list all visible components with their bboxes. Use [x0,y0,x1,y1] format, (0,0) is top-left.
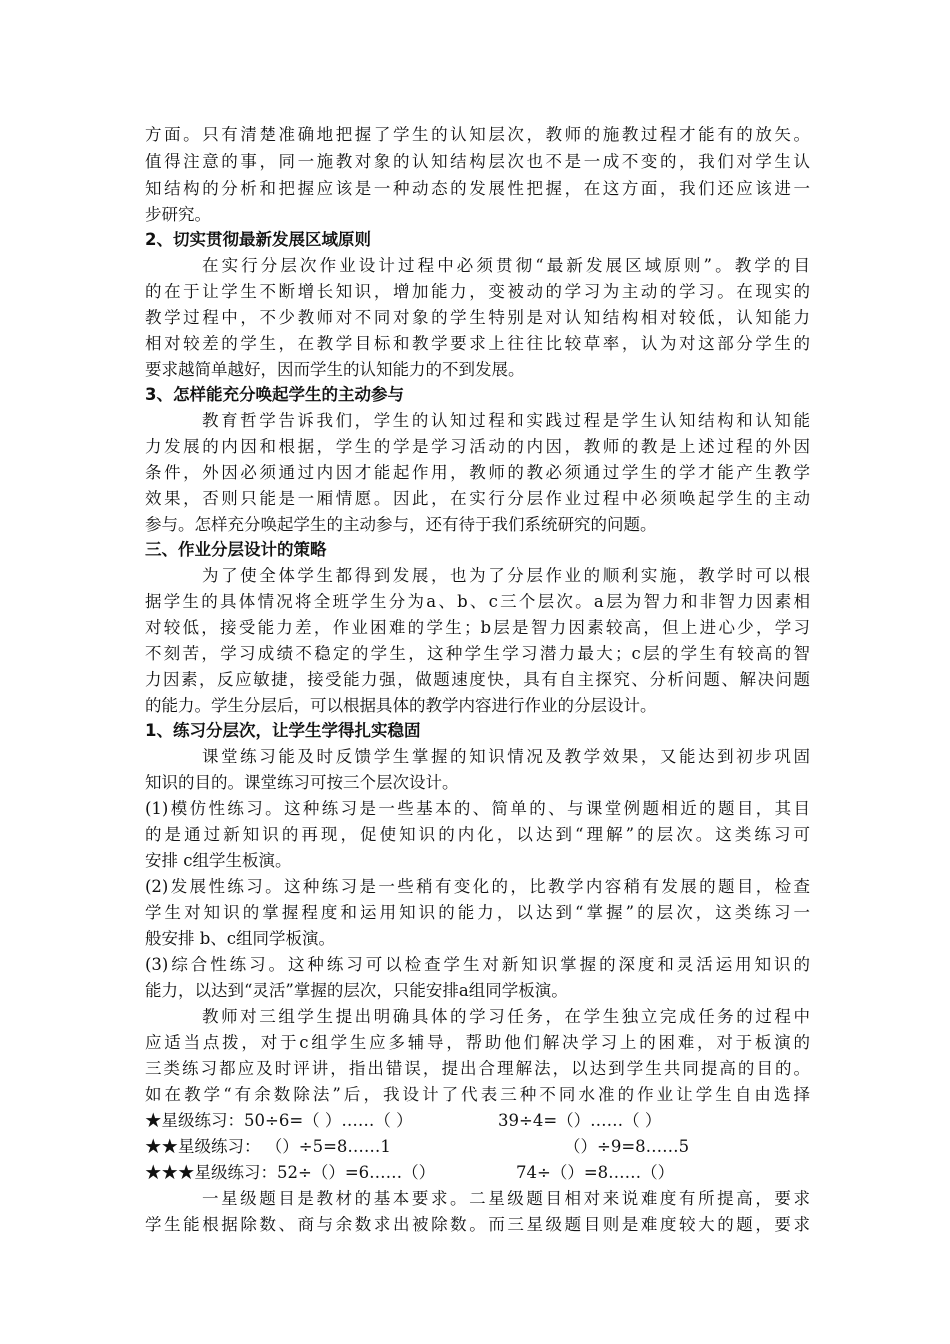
paragraph-line: 的在于让学生不断增长知识，增加能力，变被动的学习为主动的学习。在现实的 [145,282,810,301]
paragraph-line: 三类练习都应及时评讲，指出错误，提出合理解法，以达到学生共同提高的目的。 [145,1059,810,1078]
paragraph-line: 力因素，反应敏捷，接受能力强，做题速度快，具有自主探究、分析问题、解决问题 [145,670,810,689]
paragraph-line: 安排 c组学生板演。 [145,851,292,870]
paragraph-line: 效果，否则只能是一厢情愿。因此，在实行分层作业过程中必须唤起学生的主动 [145,489,810,508]
section-heading: 三、作业分层设计的策略 [145,540,327,559]
paragraph-line: 值得注意的事，同一施教对象的认知结构层次也不是一成不变的，我们对学生认 [145,152,810,171]
paragraph-line: 般安排 b、c组同学板演。 [145,929,336,948]
paragraph-line: 学生对知识的掌握程度和运用知识的能力，以达到“掌握”的层次，这类练习一 [145,903,810,922]
section-heading: 2、切实贯彻最新发展区域原则 [145,230,371,249]
paragraph-line: 据学生的具体情况将全班学生分为a、b、c三个层次。a层为智力和非智力因素相 [145,592,810,611]
paragraph-line: 能力，以达到“灵活”掌握的层次，只能安排a组同学板演。 [145,981,568,1000]
star-exercise-right: 74÷（）=8……（） [516,1163,675,1182]
paragraph-line: 不刻苦，学习成绩不稳定的学生，这种学生学习潜力最大；c层的学生有较高的智 [145,644,810,663]
paragraph-line: 教学过程中，不少教师对不同对象的学生特别是对认知结构相对较低，认知能力 [145,308,810,327]
star-exercise-left: ★星级练习：50÷6=（ ）……（ ） [145,1111,413,1130]
star-exercise-left: ★★星级练习： （）÷5=8……1 [145,1137,391,1156]
paragraph-line: 要求越简单越好，因而学生的认知能力的不到发展。 [145,360,525,379]
paragraph-line: 对较低，接受能力差，作业困难的学生；b层是智力因素较高，但上进心少，学习 [145,618,810,637]
paragraph-line: 知识的目的。课堂练习可按三个层次设计。 [145,773,459,792]
paragraph-line: 步研究。 [145,205,211,224]
paragraph-line: (1)模仿性练习。这种练习是一些基本的、简单的、与课堂例题相近的题目，其目 [145,799,810,818]
star-exercise-left: ★★★星级练习：52÷（）=6……（） [145,1163,436,1182]
paragraph-line: (2)发展性练习。这种练习是一些稍有变化的，比教学内容稍有发展的题目，检查 [145,877,810,896]
star-exercise-right: （）÷9=8……5 [564,1137,690,1156]
section-heading: 1、练习分层次，让学生学得扎实稳固 [145,721,421,740]
star-exercise-right: 39÷4=（）……（ ） [498,1111,662,1130]
paragraph-line: 应适当点拨，对于c组学生应多辅导，帮助他们解决学习上的困难，对于板演的 [145,1033,810,1052]
paragraph-line: 如在教学“有余数除法”后，我设计了代表三种不同水准的作业让学生自由选择 [145,1085,810,1104]
paragraph-line: 相对较差的学生，在教学目标和教学要求上往往比较草率，认为对这部分学生的 [145,334,810,353]
paragraph-line: 条件，外因必须通过内因才能起作用，教师的教必须通过学生的学才能产生教学 [145,463,810,482]
paragraph-line: 在实行分层次作业设计过程中必须贯彻“最新发展区域原则”。教学的目 [202,256,810,275]
paragraph-line: 力发展的内因和根据，学生的学是学习活动的内因，教师的教是上述过程的外因 [145,437,810,456]
paragraph-line: (3)综合性练习。这种练习可以检查学生对新知识掌握的深度和灵活运用知识的 [145,955,810,974]
section-heading: 3、怎样能充分唤起学生的主动参与 [145,385,404,404]
paragraph-line: 知结构的分析和把握应该是一种动态的发展性把握，在这方面，我们还应该进一 [145,179,810,198]
paragraph-line: 为了使全体学生都得到发展，也为了分层作业的顺利实施，教学时可以根 [202,566,810,585]
paragraph-line: 方面。只有清楚准确地把握了学生的认知层次，教师的施教过程才能有的放矢。 [145,125,810,144]
paragraph-line: 一星级题目是教材的基本要求。二星级题目相对来说难度有所提高，要求 [202,1189,810,1208]
paragraph-line: 学生能根据除数、商与余数求出被除数。而三星级题目则是难度较大的题，要求 [145,1215,810,1234]
paragraph-line: 的是通过新知识的再现，促使知识的内化，以达到“理解”的层次。这类练习可 [145,825,810,844]
paragraph-line: 的能力。学生分层后，可以根据具体的教学内容进行作业的分层设计。 [145,696,657,715]
paragraph-line: 教育哲学告诉我们，学生的认知过程和实践过程是学生认知结构和认知能 [202,411,810,430]
paragraph-line: 课堂练习能及时反馈学生掌握的知识情况及教学效果，又能达到初步巩固 [202,747,810,766]
paragraph-line: 参与。怎样充分唤起学生的主动参与，还有待于我们系统研究的问题。 [145,515,657,534]
paragraph-line: 教师对三组学生提出明确具体的学习任务，在学生独立完成任务的过程中 [202,1007,810,1026]
